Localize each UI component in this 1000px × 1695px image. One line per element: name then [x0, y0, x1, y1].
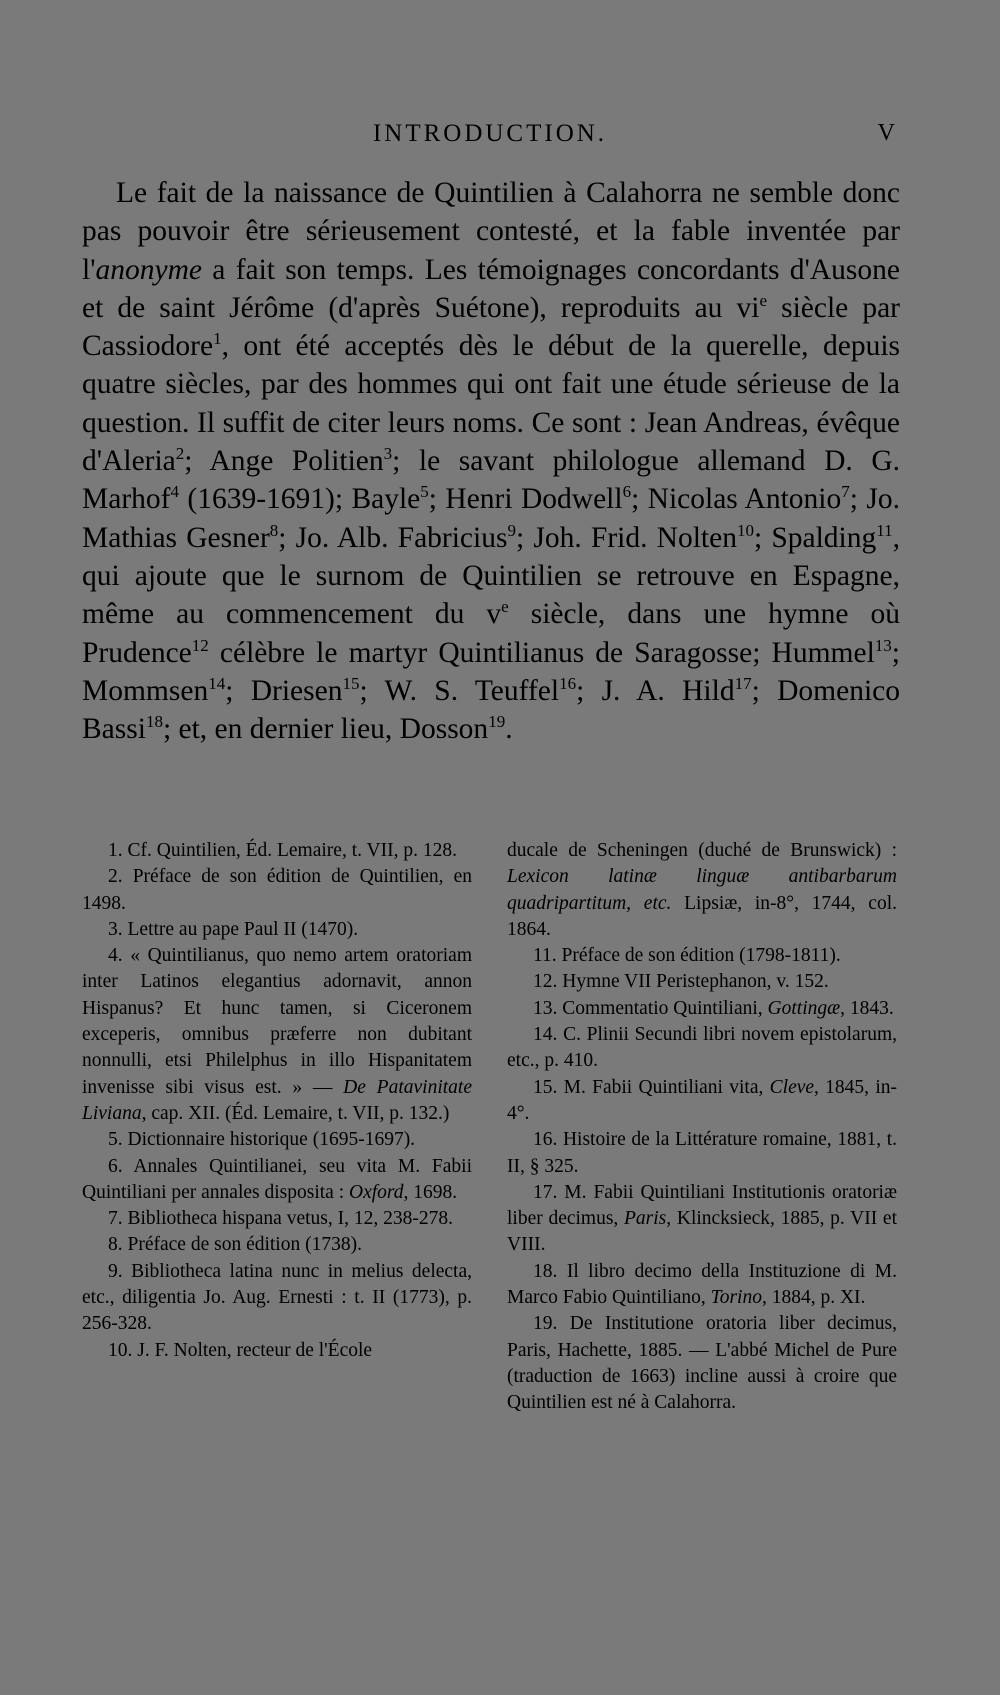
footnote-17: 17. M. Fabii Quintiliani Institutionis oratoriæ liber decimus, Paris, Klincksieck, 1885, p. VII et VIII.: [507, 1181, 897, 1256]
footnote-ref[interactable]: 2: [175, 444, 185, 464]
footnote-ref[interactable]: 17: [734, 673, 752, 693]
footnote-ref[interactable]: 6: [622, 482, 632, 502]
running-header: [80, 120, 900, 154]
footnotes-right-column: [507, 838, 897, 1417]
footnote-10-continued: ducale de Scheningen (duché de Brunswick) : Lexicon latinæ linguæ antibarbarum quadripartitum, etc. Lipsiæ, in-8°, 1744, col. 1864.: [507, 840, 897, 940]
footnote-ref[interactable]: 15: [342, 673, 360, 693]
footnote-12: 12. Hymne VII Peristephanon, v. 152.: [533, 971, 829, 993]
footnote-ref[interactable]: 18: [145, 712, 163, 732]
footnote-15: 15. M. Fabii Quintiliani vita, Cleve, 1845, in-4°.: [507, 1076, 897, 1124]
footnotes-left-column: [82, 838, 472, 1364]
footnote-11: 11. Préface de son édition (1798-1811).: [533, 945, 841, 967]
footnote-ref[interactable]: 4: [170, 482, 179, 502]
footnote-ref[interactable]: 14: [208, 673, 226, 693]
footnote-1: 1. Cf. Quintilien, Éd. Lemaire, t. VII, p. 128.: [108, 840, 457, 861]
footnote-ref[interactable]: 1: [213, 329, 222, 349]
footnote-ref[interactable]: 12: [191, 635, 209, 655]
footnote-ref[interactable]: 9: [507, 520, 516, 540]
footnote-ref[interactable]: 16: [559, 673, 577, 693]
footnote-ref[interactable]: 5: [420, 482, 429, 502]
footnote-10: 10. J. F. Nolten, recteur de l'École: [108, 1339, 373, 1361]
main-paragraph: Le fait de la naissance de Quintilien à Calahorra ne semble donc pas pouvoir être sérieusement contesté, et la fable inventée par l'anonyme a fait son temps. Les témoignages concordants d'Ausone et de saint Jérôme (d'après Suétone), reproduits au $vi^e$ siècle par Cassiodore$^1$, ont été acceptés dès le début de la querelle, depuis quatre siècles, par des hommes qui ont fait une étude sérieuse de la question. Il suffit de citer leurs noms. Ce sont : Jean Andreas, évêque d'Aleria$^2$; Ange Politien$^3$; le savant philologue allemand D. G. Marhof$^4$ (1639-1691); Bayle$^5$; Henri Dodwell$^6$; Nicolas Antonio$^7$; Jo. Mathias Gesner$^8$; Jo. Alb. Fabricius$^9$; Joh. Frid. Nolten$^{10}$; Spalding$^{11}$, qui ajoute que le surnom de Quintilien se retrouve en Espagne, même au commencement du $v^e$ siècle, dans une hymne où Prudence$^{12}$ célèbre le martyr Quintilianus de Saragosse; Hummel$^{13}$; Mommsen$^{14}$; Driesen$^{15}$; W. S. Teuffel$^{16}$; J. A. Hild$^{17}$; Domenico Bassi$^{18}$; et, en dernier lieu, Dosson$^{19}$.: [82, 177, 901, 746]
footnote-ref[interactable]: 8: [269, 520, 279, 540]
main-paragraph-block: [82, 174, 900, 748]
footnote-ref[interactable]: 3: [383, 444, 393, 464]
footnote-7: 7. Bibliotheca hispana vetus, I, 12, 238-278.: [108, 1208, 453, 1230]
footnote-ref[interactable]: 7: [841, 482, 850, 502]
footnote-6: 6. Annales Quintilianei, seu vita M. Fabii Quintiliani per annales disposita : Oxford, 1698.: [82, 1155, 472, 1203]
footnote-ref[interactable]: 10: [736, 520, 754, 540]
footnote-4: 4. « Quintilianus, quo nemo artem oratoriam inter Latinos elegantius adornavit, annon Hispanus? Et hunc tamen, si Ciceronem exceperis, omnibus præferre non dubitant nonnulli, etsi Philelphus in illo Hispanitatem invenisse sibi visus est. » — De Patavinitate Liviana, cap. XII. (Éd. Lemaire, t. VII, p. 132.): [82, 945, 472, 1124]
footnote-19: 19. De Institutione oratoria liber decimus, Paris, Hachette, 1885. — L'abbé Michel de Pure (traduction de 1663) incline aussi à croire que Quintilien est né à Calahorra.: [507, 1313, 897, 1414]
footnote-ref[interactable]: 11: [876, 520, 893, 540]
footnote-14: 14. C. Plinii Secundi libri novem epistolarum, etc., p. 410.: [507, 1024, 897, 1072]
footnote-13: 13. Commentatio Quintiliani, Gottingæ, 1843.: [533, 997, 894, 1019]
footnote-3: 3. Lettre au pape Paul II (1470).: [108, 918, 359, 940]
footnote-8: 8. Préface de son édition (1738).: [108, 1234, 362, 1256]
footnote-ref[interactable]: 13: [874, 635, 892, 655]
footnote-9: 9. Bibliotheca latina nunc in melius delecta, etc., diligentia Jo. Aug. Ernesti : t. II (1773), p. 256-328.: [82, 1260, 472, 1335]
footnote-18: 18. Il libro decimo della Instituzione di M. Marco Fabio Quintiliano, Torino, 1884, p. XI.: [507, 1260, 897, 1309]
page-number: V: [877, 120, 898, 146]
footnote-16: 16. Histoire de la Littérature romaine, 1881, t. II, § 325.: [507, 1129, 897, 1177]
footnote-5: 5. Dictionnaire historique (1695-1697).: [108, 1129, 416, 1151]
footnote-ref[interactable]: 19: [488, 712, 506, 732]
footnote-2: 2. Préface de son édition de Quintilien, en 1498.: [82, 866, 472, 914]
page-title: INTRODUCTION.: [372, 120, 608, 147]
